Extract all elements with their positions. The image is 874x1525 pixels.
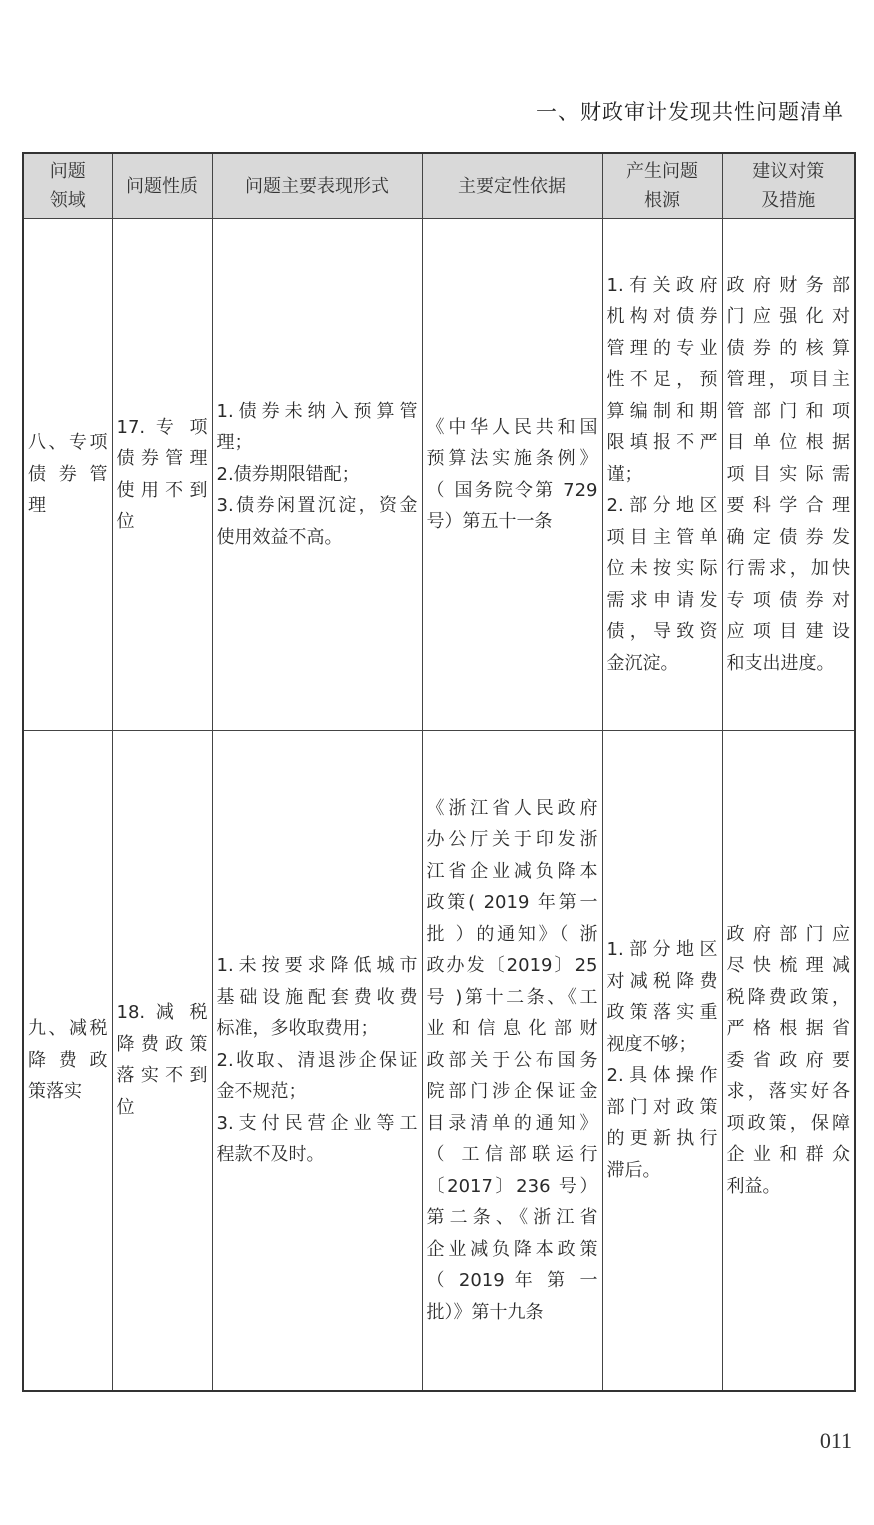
cell-line: 降费政策: [116, 1033, 208, 1055]
cell-line: 算编制和期: [606, 400, 718, 422]
cell-line: 要科学合理: [726, 495, 850, 517]
cell-line: 批）》第十九条: [426, 1301, 544, 1323]
cell-line: 利益。: [726, 1175, 781, 1197]
cell-line: 预算法实施条例》: [426, 448, 598, 469]
cell-line: 政办发〔2019〕25: [426, 955, 598, 976]
cell-issue-area: [23, 731, 112, 1391]
cell-line: 债券管理: [116, 448, 208, 469]
cell-line: 《中华人民共和国: [426, 416, 598, 438]
cell-line: 性不足，预: [606, 369, 718, 391]
cell-line: 尽快梳理减: [726, 955, 850, 976]
cell-line: 项目主管单: [606, 526, 718, 548]
cell-issue-nature: [112, 219, 212, 731]
cell-line: 政府财务部: [726, 274, 850, 296]
cell-line: 和支出进度。: [726, 652, 835, 674]
cell-line: 金不规范；: [216, 1081, 307, 1102]
cell-manifestation: [212, 219, 422, 731]
cell-line: 理；: [216, 432, 253, 454]
cell-line: 院部门涉企保证金: [426, 1081, 598, 1102]
cell-line: 位未按实际: [606, 558, 718, 580]
cell-line: 九、减税: [28, 1018, 108, 1039]
table-row: [23, 731, 855, 1391]
cell-line: 1.债券未纳入预算管: [216, 400, 418, 422]
header-line: 问题: [49, 161, 86, 182]
cell-line: 企业减负降本政策: [426, 1238, 598, 1260]
cell-line: 江省企业减负降本: [426, 860, 598, 882]
cell-line: 策落实: [28, 1081, 82, 1102]
header-line: 问题主要表现形式: [245, 175, 389, 197]
cell-line: 政部关于公布国务: [426, 1049, 598, 1071]
table-header-row: [23, 153, 855, 219]
header-recommendation: [722, 153, 855, 219]
cell-line: （ 工信部联运行: [426, 1144, 598, 1165]
cell-line: 滞后。: [606, 1159, 661, 1181]
cell-recommendation: [722, 219, 855, 731]
cell-line: 标准，多收取费用；: [216, 1018, 379, 1039]
cell-line: 政策落实重: [606, 1002, 718, 1024]
cell-line: 机构对债券: [606, 306, 718, 328]
header-legal-basis: [422, 153, 602, 219]
header-line: 领域: [49, 190, 86, 211]
cell-line: 程款不及时。: [216, 1144, 325, 1165]
cell-line: 需求申请发: [606, 589, 718, 611]
cell-line: 确定债券发: [726, 526, 850, 548]
cell-line: 项政策，保障: [726, 1112, 850, 1134]
header-line: 问题性质: [126, 175, 198, 197]
cell-line: 门应强化对: [726, 306, 850, 328]
cell-line: 2.部分地区: [606, 495, 718, 517]
page-number: 011: [819, 1428, 852, 1453]
cell-issue-area: [23, 219, 112, 731]
cell-line: 部门对政策: [606, 1096, 718, 1118]
cell-line: 严格根据省: [726, 1018, 850, 1039]
cell-line: 的更新执行: [606, 1128, 718, 1150]
cell-line: 政策( 2019 年第一: [426, 892, 598, 913]
cell-line: 2.具体操作: [606, 1065, 718, 1087]
header-issue-nature: [112, 153, 212, 219]
cell-line: 对减税降费: [606, 970, 718, 992]
cell-line: 基础设施配套费收费: [216, 986, 418, 1008]
header-line: 根源: [644, 190, 680, 211]
cell-line: 《浙江省人民政府: [426, 797, 598, 819]
cell-line: 号 )第十二条、《工: [426, 986, 598, 1008]
section-title: 一、财政审计发现共性问题清单: [536, 100, 844, 124]
cell-line: 2.债券期限错配；: [216, 463, 360, 485]
cell-legal-basis: [422, 219, 602, 731]
cell-manifestation: [212, 731, 422, 1391]
cell-line: 1.部分地区: [606, 939, 718, 961]
cell-line: 行需求，加快: [726, 558, 850, 580]
cell-line: 管理的专业: [606, 337, 718, 359]
cell-recommendation: [722, 731, 855, 1391]
header-line: 主要定性依据: [458, 175, 566, 197]
cell-line: 政府部门应: [726, 923, 850, 945]
cell-line: 号）第五十一条: [426, 511, 553, 532]
cell-line: 落实不到: [116, 1065, 208, 1087]
header-line: 产生问题: [626, 161, 698, 182]
header-root-cause: [602, 153, 722, 219]
cell-line: 使用不到: [116, 479, 208, 501]
cell-line: 使用效益不高。: [216, 526, 343, 548]
cell-line: 批 ）的通知》（ 浙: [426, 923, 598, 945]
cell-line: 降 费 政: [28, 1049, 108, 1071]
cell-line: 理: [28, 495, 46, 517]
cell-line: 1.未按要求降低城市: [216, 955, 418, 976]
cell-line: 位: [116, 1096, 135, 1118]
cell-line: 目单位根据: [726, 432, 850, 454]
cell-line: 3.支付民营企业等工: [216, 1112, 418, 1134]
cell-line: 视度不够；: [606, 1033, 697, 1055]
cell-line: 1.有关政府: [606, 274, 718, 296]
cell-line: 位: [116, 511, 135, 532]
cell-line: 管理，项目主: [726, 369, 850, 391]
header-line: 及措施: [761, 190, 816, 211]
cell-line: 项目实际需: [726, 463, 850, 485]
cell-line: （ 2019 年 第 一: [426, 1270, 598, 1291]
cell-line: 17. 专 项: [116, 416, 208, 438]
cell-line: 3.债券闲置沉淀，资金: [216, 495, 418, 517]
cell-line: 应项目建设: [726, 621, 850, 643]
cell-root-cause: [602, 219, 722, 731]
cell-line: 第二条、《浙江省: [426, 1207, 598, 1228]
header-line: 建议对策: [752, 161, 825, 182]
header-manifestation: [212, 153, 422, 219]
cell-line: 金沉淀。: [606, 652, 679, 674]
cell-line: 目录清单的通知》: [426, 1112, 598, 1134]
cell-line: 税降费政策，: [726, 986, 850, 1008]
cell-root-cause: [602, 731, 722, 1391]
cell-line: 限填报不严: [606, 432, 718, 454]
cell-line: 八、专项: [28, 432, 108, 454]
cell-line: 委省政府要: [726, 1049, 850, 1071]
audit-issues-table: [22, 152, 856, 1392]
cell-line: 管部门和项: [726, 400, 850, 422]
cell-line: 办公厅关于印发浙: [426, 829, 598, 850]
cell-line: （ 国务院令第 729: [426, 479, 598, 501]
cell-line: 债 券 管: [28, 463, 108, 485]
cell-line: 债券的核算: [726, 337, 850, 359]
cell-line: 债，导致资: [606, 621, 718, 643]
cell-line: 〔2017〕236 号）: [426, 1175, 598, 1197]
cell-line: 企业和群众: [726, 1144, 850, 1165]
header-issue-area: [23, 153, 112, 219]
cell-line: 2.收取、清退涉企保证: [216, 1049, 418, 1071]
cell-line: 业和信息化部财: [426, 1018, 598, 1039]
cell-issue-nature: [112, 731, 212, 1391]
cell-line: 求，落实好各: [726, 1081, 850, 1102]
cell-line: 专项债券对: [726, 589, 850, 611]
cell-legal-basis: [422, 731, 602, 1391]
table-row: [23, 219, 855, 731]
cell-line: 18. 减 税: [116, 1002, 208, 1024]
cell-line: 谨；: [606, 463, 643, 485]
